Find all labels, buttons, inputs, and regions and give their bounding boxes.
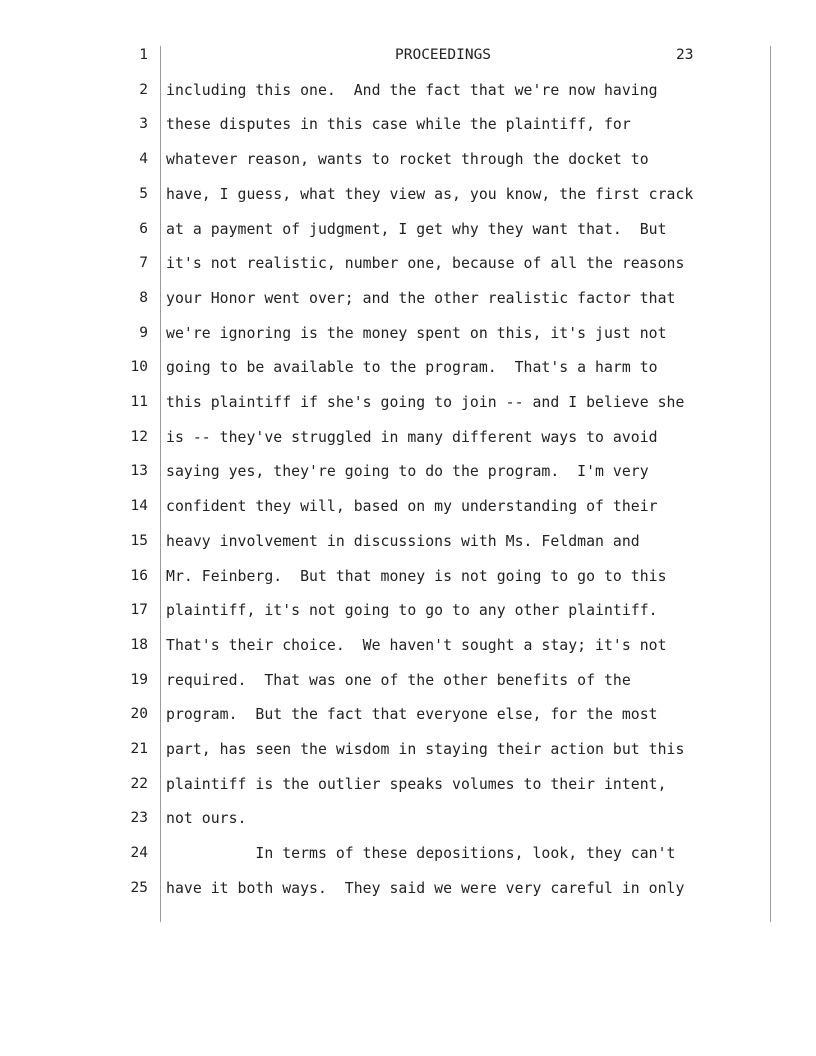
line-number: 20 <box>130 706 148 723</box>
line-number: 22 <box>130 775 148 792</box>
transcript-line <box>0 186 816 206</box>
line-text: program. But the fact that everyone else, for the most <box>166 706 658 724</box>
line-text: whatever reason, wants to rocket through the docket to <box>166 151 649 169</box>
transcript-line <box>0 325 816 345</box>
line-text: required. That was one of the other benefits of the <box>166 671 631 689</box>
line-text: we're ignoring is the money spent on this, it's just not <box>166 324 667 342</box>
transcript-line <box>0 116 816 136</box>
line-text: this plaintiff if she's going to join -- and I believe she <box>166 394 685 411</box>
line-number: 6 <box>139 220 148 237</box>
transcript-line <box>0 706 816 726</box>
transcript-line <box>0 533 816 553</box>
line-number: 10 <box>130 359 148 376</box>
transcript-line <box>0 47 816 67</box>
transcript-line <box>0 498 816 518</box>
transcript-line <box>0 290 816 310</box>
transcript-line <box>0 221 816 241</box>
page-header-title: PROCEEDINGS <box>395 47 492 63</box>
transcript-line <box>0 429 816 449</box>
line-number: 21 <box>130 741 148 757</box>
line-text: That's their choice. We haven't sought a stay; it's not <box>166 636 667 654</box>
line-number: 19 <box>130 671 148 688</box>
line-number: 11 <box>130 394 148 410</box>
transcript-line <box>0 568 816 588</box>
line-number: 17 <box>130 602 148 619</box>
line-number: 14 <box>130 498 148 515</box>
transcript-line <box>0 151 816 171</box>
line-number: 9 <box>139 324 148 341</box>
line-text: have it both ways. They said we were very careful in only <box>166 879 685 897</box>
line-text: is -- they've struggled in many different ways to avoid <box>166 428 658 446</box>
line-number: 24 <box>130 845 148 862</box>
line-text: heavy involvement in discussions with Ms. Feldman and <box>166 532 640 550</box>
line-number: 12 <box>130 428 148 445</box>
transcript-line <box>0 672 816 692</box>
line-number: 3 <box>139 116 148 133</box>
line-number: 7 <box>139 255 148 272</box>
transcript-line <box>0 880 816 900</box>
line-number: 1 <box>139 47 148 63</box>
page-number: 23 <box>676 47 694 63</box>
line-number: 13 <box>130 463 148 480</box>
transcript-line <box>0 463 816 483</box>
line-text: have, I guess, what they view as, you know, the first crack <box>166 185 694 203</box>
line-number: 2 <box>139 81 148 98</box>
line-text: confident they will, based on my understanding of their <box>166 498 658 516</box>
transcript-line <box>0 637 816 657</box>
line-number: 25 <box>130 879 148 896</box>
line-text: it's not realistic, number one, because of all the reasons <box>166 255 685 273</box>
line-number: 15 <box>130 532 148 549</box>
transcript-line <box>0 845 816 865</box>
transcript-line <box>0 255 816 275</box>
line-text: going to be available to the program. That's a harm to <box>166 359 658 377</box>
line-number: 4 <box>139 151 148 168</box>
line-text: not ours. <box>166 810 247 828</box>
line-number: 23 <box>130 810 148 827</box>
transcript-line <box>0 776 816 796</box>
line-text: plaintiff is the outlier speaks volumes to their intent, <box>166 775 667 793</box>
transcript-line <box>0 602 816 622</box>
line-number: 16 <box>130 567 148 584</box>
line-text: including this one. And the fact that we're now having <box>166 81 658 99</box>
line-text: saying yes, they're going to do the program. I'm very <box>166 463 649 481</box>
line-number: 8 <box>139 289 148 306</box>
line-text: In terms of these depositions, look, they can't <box>166 845 676 863</box>
line-text: Mr. Feinberg. But that money is not going to go to this <box>166 567 667 585</box>
line-text: your Honor went over; and the other realistic factor that <box>166 289 676 307</box>
transcript-line <box>0 741 816 761</box>
line-text: these disputes in this case while the plaintiff, for <box>166 116 631 134</box>
line-text: at a payment of judgment, I get why they want that. But <box>166 220 667 238</box>
transcript-line <box>0 394 816 414</box>
transcript-line <box>0 359 816 379</box>
line-number: 18 <box>130 636 148 653</box>
transcript-line <box>0 810 816 830</box>
line-text: part, has seen the wisdom in staying their action but this <box>166 741 685 758</box>
line-text: plaintiff, it's not going to go to any other plaintiff. <box>166 602 658 620</box>
line-number: 5 <box>139 185 148 202</box>
transcript-line <box>0 82 816 102</box>
